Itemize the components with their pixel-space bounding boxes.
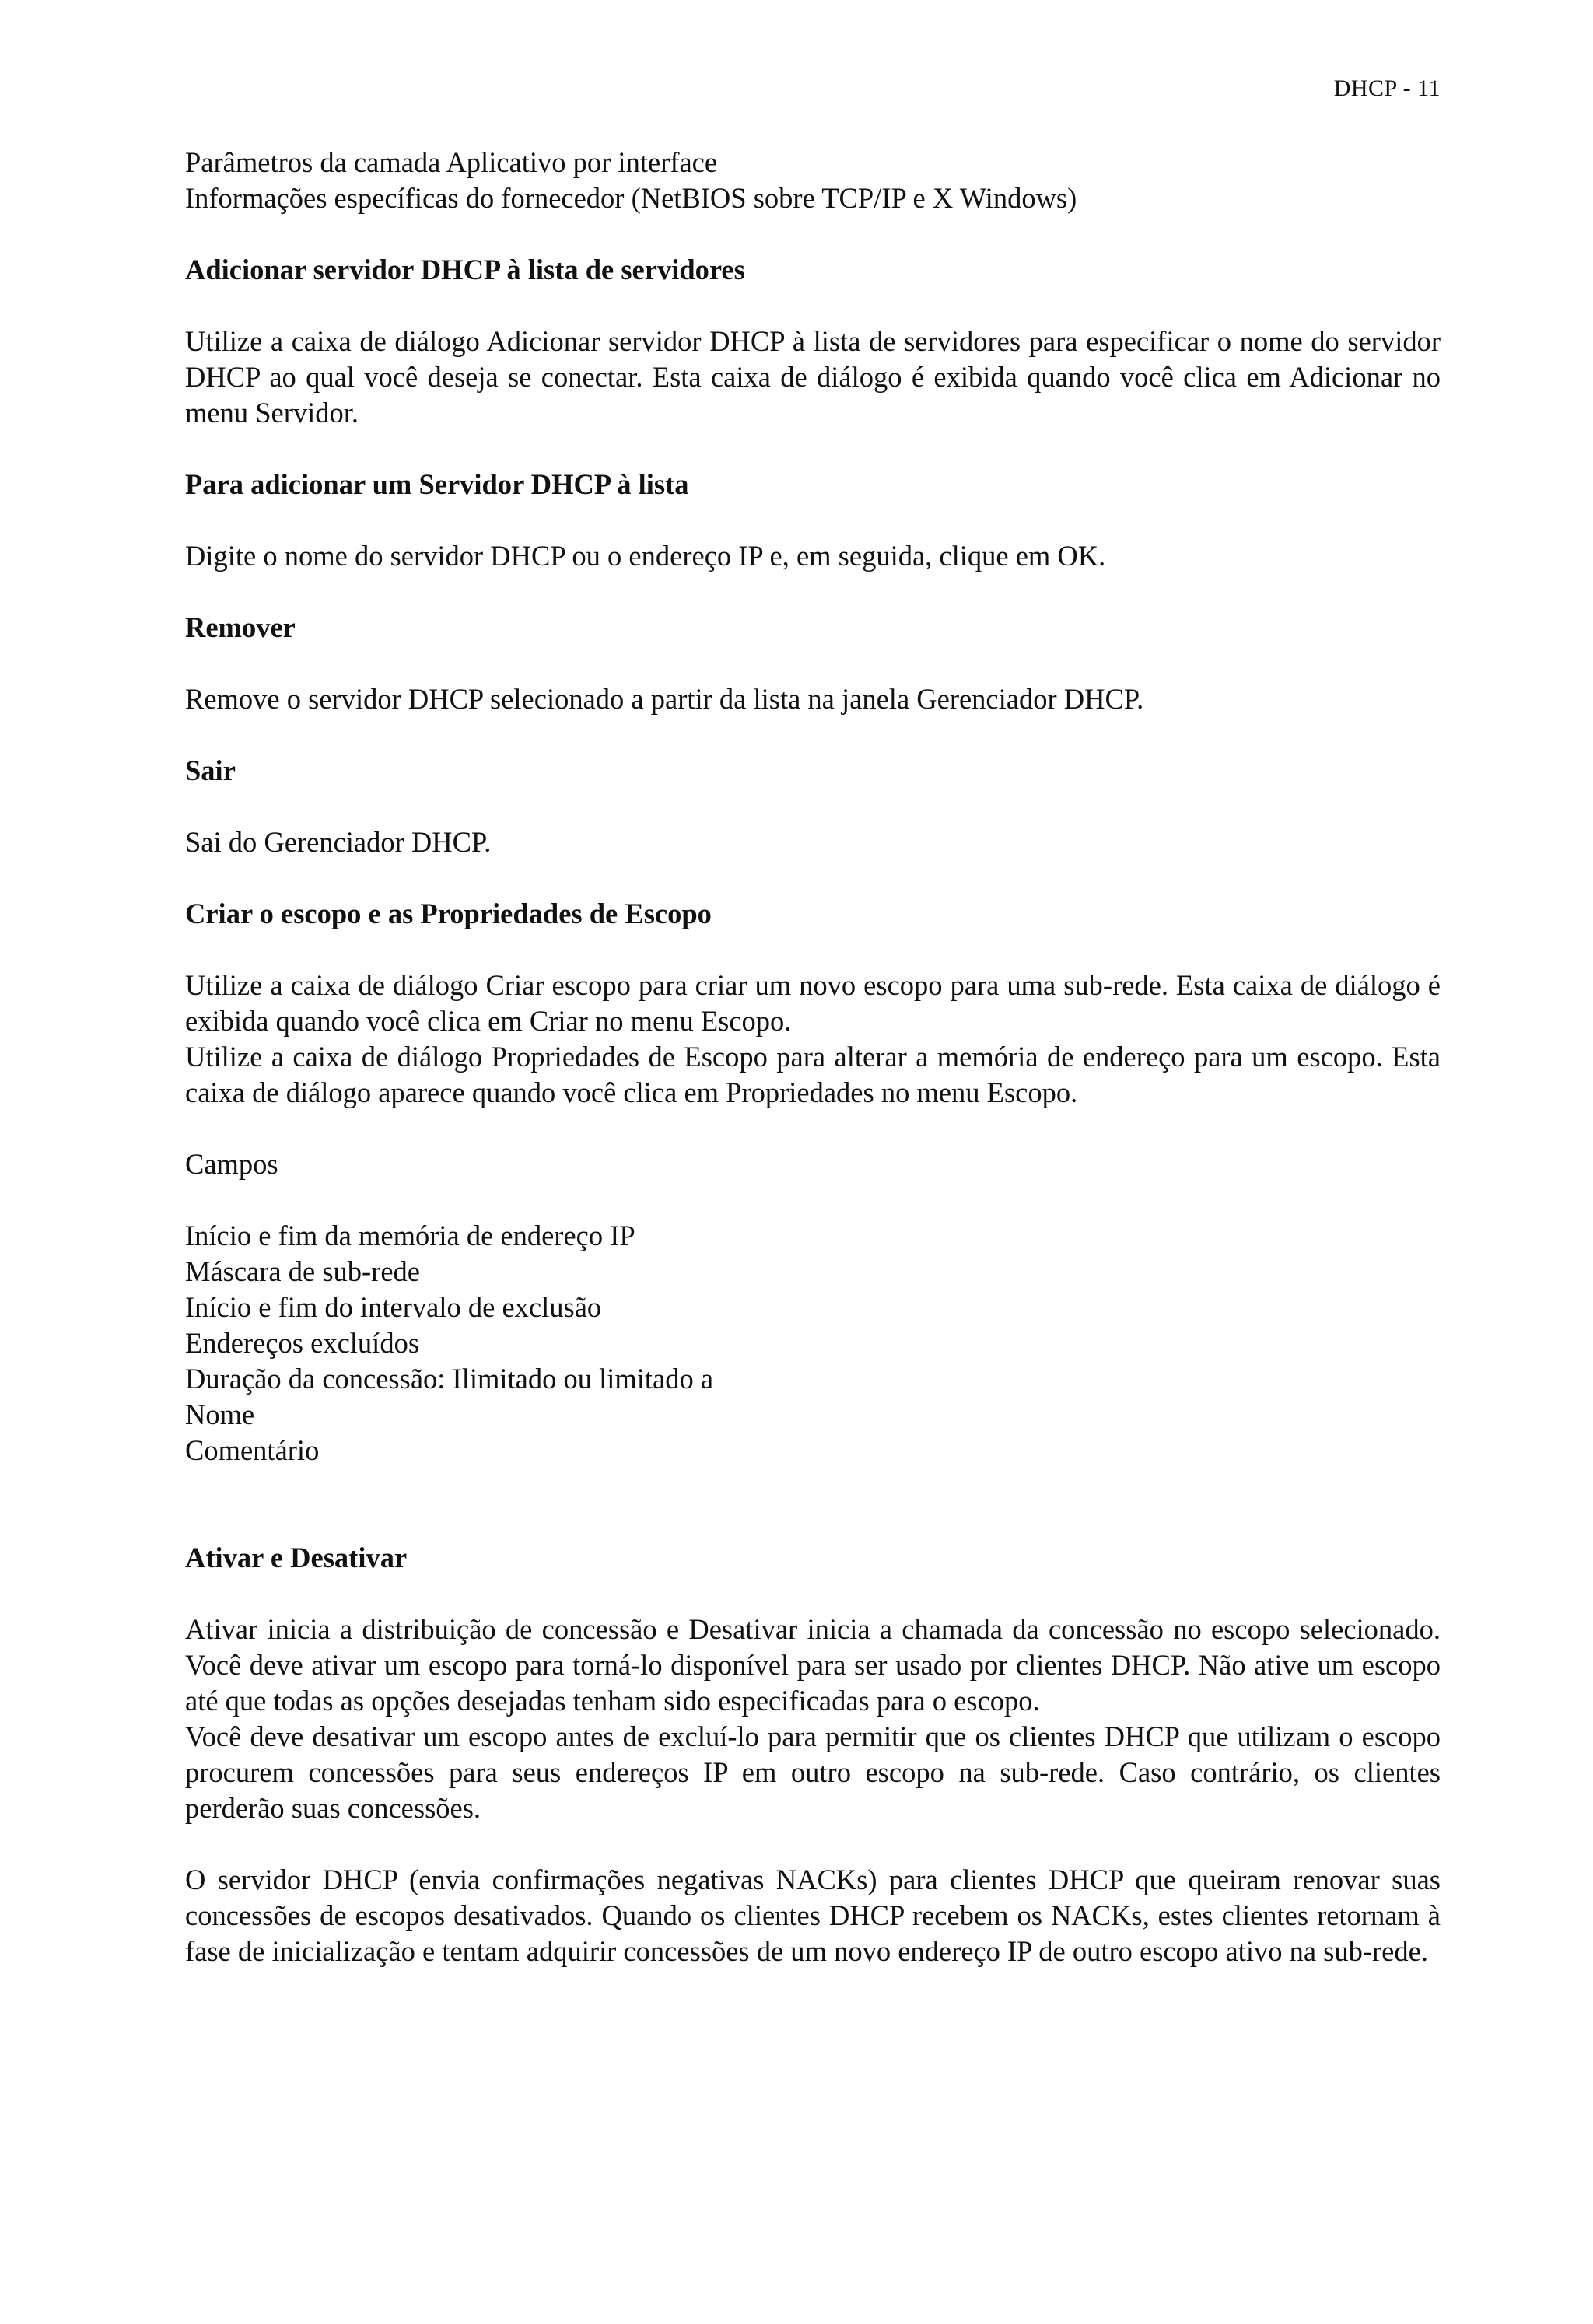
- paragraph-exit: Sai do Gerenciador DHCP.: [185, 826, 492, 858]
- paragraph-add-server-howto: Digite o nome do servidor DHCP ou o endereço IP e, em seguida, clique em OK.: [185, 540, 1106, 572]
- field-item: Endereços excluídos: [185, 1327, 420, 1359]
- field-item: Comentário: [185, 1434, 320, 1466]
- field-item: Máscara de sub-rede: [185, 1255, 420, 1287]
- paragraph-remove: Remove o servidor DHCP selecionado a partir da lista na janela Gerenciador DHCP.: [185, 683, 1144, 715]
- field-item: Início e fim do intervalo de exclusão: [185, 1291, 602, 1323]
- field-item: Duração da concessão: Ilimitado ou limitado a: [185, 1363, 714, 1395]
- intro-line-1: Parâmetros da camada Aplicativo por interface: [185, 146, 718, 178]
- heading-exit: Sair: [185, 754, 236, 786]
- heading-add-server: Adicionar servidor DHCP à lista de servidores: [185, 254, 745, 285]
- page-content: [185, 145, 1441, 1969]
- heading-scope: Criar o escopo e as Propriedades de Escopo: [185, 898, 712, 929]
- paragraph-scope-properties: Utilize a caixa de diálogo Propriedades de Escopo para alterar a memória de endereço para um escopo. Esta caixa de diálogo aparece quando você clica em Propriedades no menu Escopo.: [185, 1041, 1441, 1108]
- field-item: Início e fim da memória de endereço IP: [185, 1220, 635, 1251]
- field-item: Nome: [185, 1398, 255, 1430]
- paragraph-nacks: O servidor DHCP (envia confirmações negativas NACKs) para clientes DHCP que queiram renovar suas concessões de escopos desativados. Quando os clientes DHCP recebem os NACKs, estes clientes retornam à fase de inicialização e tentam adquirir concessões de um novo endereço IP de outro escopo ativo na sub-rede.: [185, 1864, 1441, 1967]
- paragraph-scope-create: Utilize a caixa de diálogo Criar escopo para criar um novo escopo para uma sub-rede. Esta caixa de diálogo é exibida quando você clica em Criar no menu Escopo.: [185, 969, 1441, 1037]
- page-header: DHCP - 11: [1333, 75, 1441, 101]
- paragraph-add-server: Utilize a caixa de diálogo Adicionar servidor DHCP à lista de servidores para especificar o nome do servidor DHCP ao qual você deseja se conectar. Esta caixa de diálogo é exibida quando você clica em Adicionar no menu Servidor.: [185, 325, 1441, 429]
- heading-remove: Remover: [185, 611, 296, 643]
- paragraph-deactivate: Você deve desativar um escopo antes de excluí-lo para permitir que os clientes DHCP que utilizam o escopo procurem concessões para seus endereços IP em outro escopo na sub-rede. Caso contrário, os clientes perderão suas concessões.: [185, 1720, 1441, 1824]
- fields-label: Campos: [185, 1148, 278, 1180]
- paragraph-activate: Ativar inicia a distribuição de concessão e Desativar inicia a chamada da concessão no escopo selecionado. Você deve ativar um escopo para torná-lo disponível para ser usado por clientes DHCP. Não ative um escopo até que todas as opções desejadas tenham sido especificadas para o escopo.: [185, 1613, 1441, 1717]
- heading-add-server-howto: Para adicionar um Servidor DHCP à lista: [185, 468, 689, 500]
- intro-line-2: Informações específicas do fornecedor (NetBIOS sobre TCP/IP e X Windows): [185, 182, 1077, 214]
- heading-activate: Ativar e Desativar: [185, 1542, 408, 1573]
